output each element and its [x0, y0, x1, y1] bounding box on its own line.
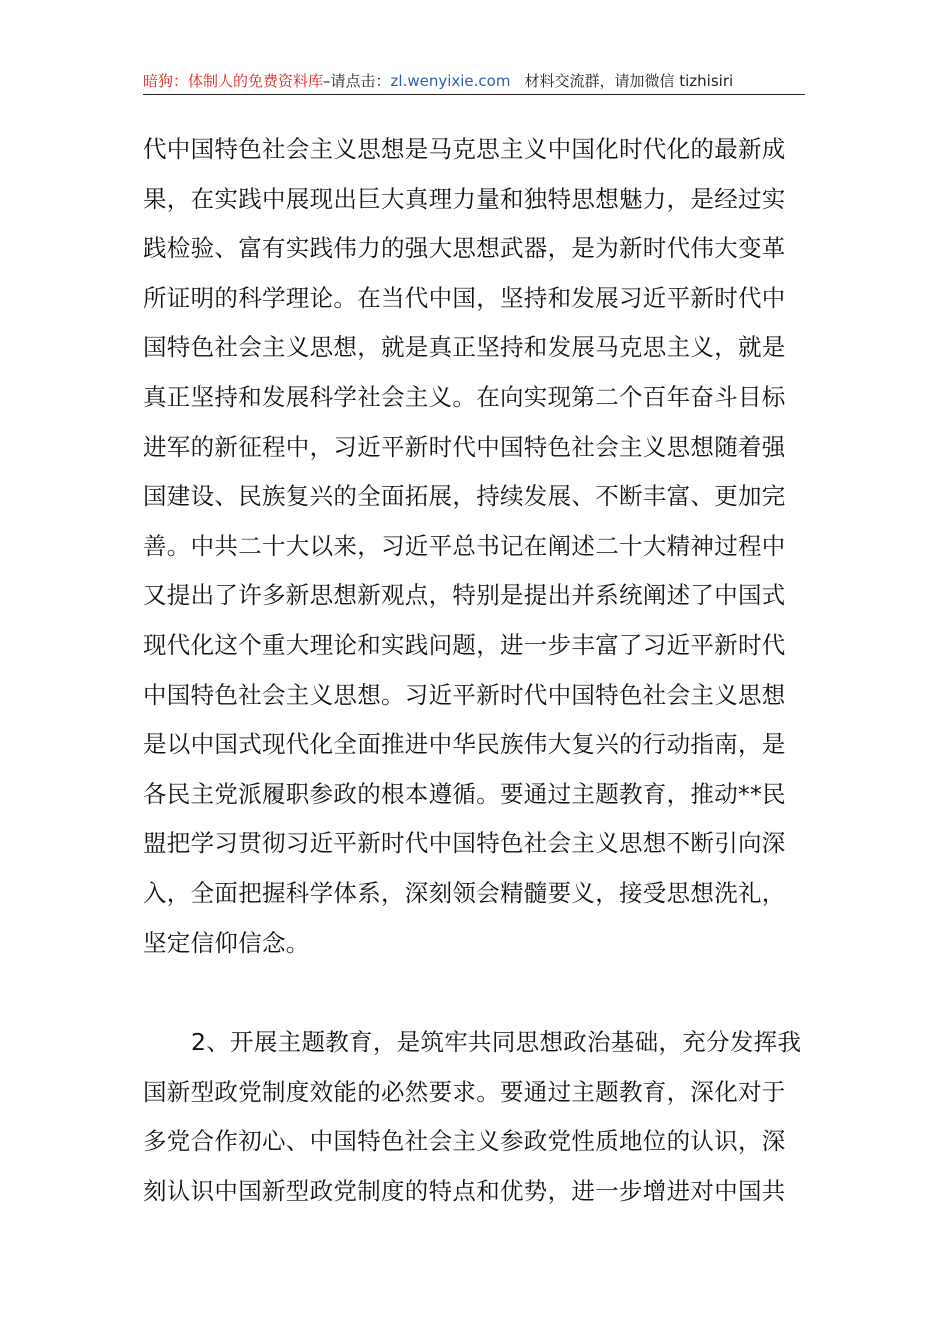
text-line: 所证明的科学理论。在当代中国，坚持和发展习近平新时代中 — [143, 283, 786, 312]
text-line: 是以中国式现代化全面推进中华民族伟大复兴的行动指南，是 — [143, 730, 786, 759]
paragraph-spacer — [143, 968, 807, 1018]
text-line: 代中国特色社会主义思想是马克思主义中国化时代化的最新成 — [143, 135, 786, 163]
text-line-first: 2、开展主题教育，是筑牢共同思想政治基础，充分发挥我 — [191, 1028, 802, 1057]
text-line: 践检验、富有实践伟力的强大思想武器，是为新时代伟大变革 — [143, 234, 786, 263]
text-line: 国建设、民族复兴的全面拓展，持续发展、不断丰富、更加完 — [143, 482, 786, 511]
text-line: 各民主党派履职参政的根本遵循。要通过主题教育，推动**民 — [143, 779, 786, 808]
text-line: 善。中共二十大以来，习近平总书记在阐述二十大精神过程中 — [143, 531, 786, 560]
text-line: 现代化这个重大理论和实践问题，进一步丰富了习近平新时代 — [143, 630, 786, 659]
text-line: 又提出了许多新思想新观点，特别是提出并系统阐述了中国式 — [143, 581, 786, 610]
text-line: 国特色社会主义思想，就是真正坚持和发展马克思主义，就是 — [143, 333, 786, 362]
document-body — [143, 125, 807, 1216]
paragraph-2 — [143, 1018, 807, 1216]
text-line: 进军的新征程中，习近平新时代中国特色社会主义思想随着强 — [143, 432, 786, 461]
text-line: 盟把学习贯彻习近平新时代中国特色社会主义思想不断引向深 — [143, 829, 786, 858]
text-line: 坚定信仰信念。 — [143, 928, 310, 957]
text-line: 入，全面把握科学体系，深刻领会精髓要义，接受思想洗礼， — [143, 878, 786, 907]
header-click-prompt: –请点击： — [323, 72, 391, 90]
page-header — [143, 70, 805, 95]
text-line: 中国特色社会主义思想。习近平新时代中国特色社会主义思想 — [143, 680, 786, 709]
text-line: 果，在实践中展现出巨大真理力量和独特思想魅力，是经过实 — [143, 184, 786, 213]
text-line: 多党合作初心、中国特色社会主义参政党性质地位的认识，深 — [143, 1127, 786, 1156]
text-line: 刻认识中国新型政党制度的特点和优势，进一步增进对中国共 — [143, 1176, 786, 1205]
text-line: 国新型政党制度效能的必然要求。要通过主题教育，深化对于 — [143, 1077, 786, 1106]
header-url-link[interactable]: zl.wenyixie.com — [390, 72, 511, 90]
header-wechat-note: 材料交流群，请加微信 tizhisiri — [524, 72, 734, 90]
text-line: 真正坚持和发展科学社会主义。在向实现第二个百年奋斗目标 — [143, 382, 786, 411]
header-site-name: 暗狗：体制人的免费资料库 — [143, 72, 324, 90]
paragraph-1 — [143, 125, 807, 968]
